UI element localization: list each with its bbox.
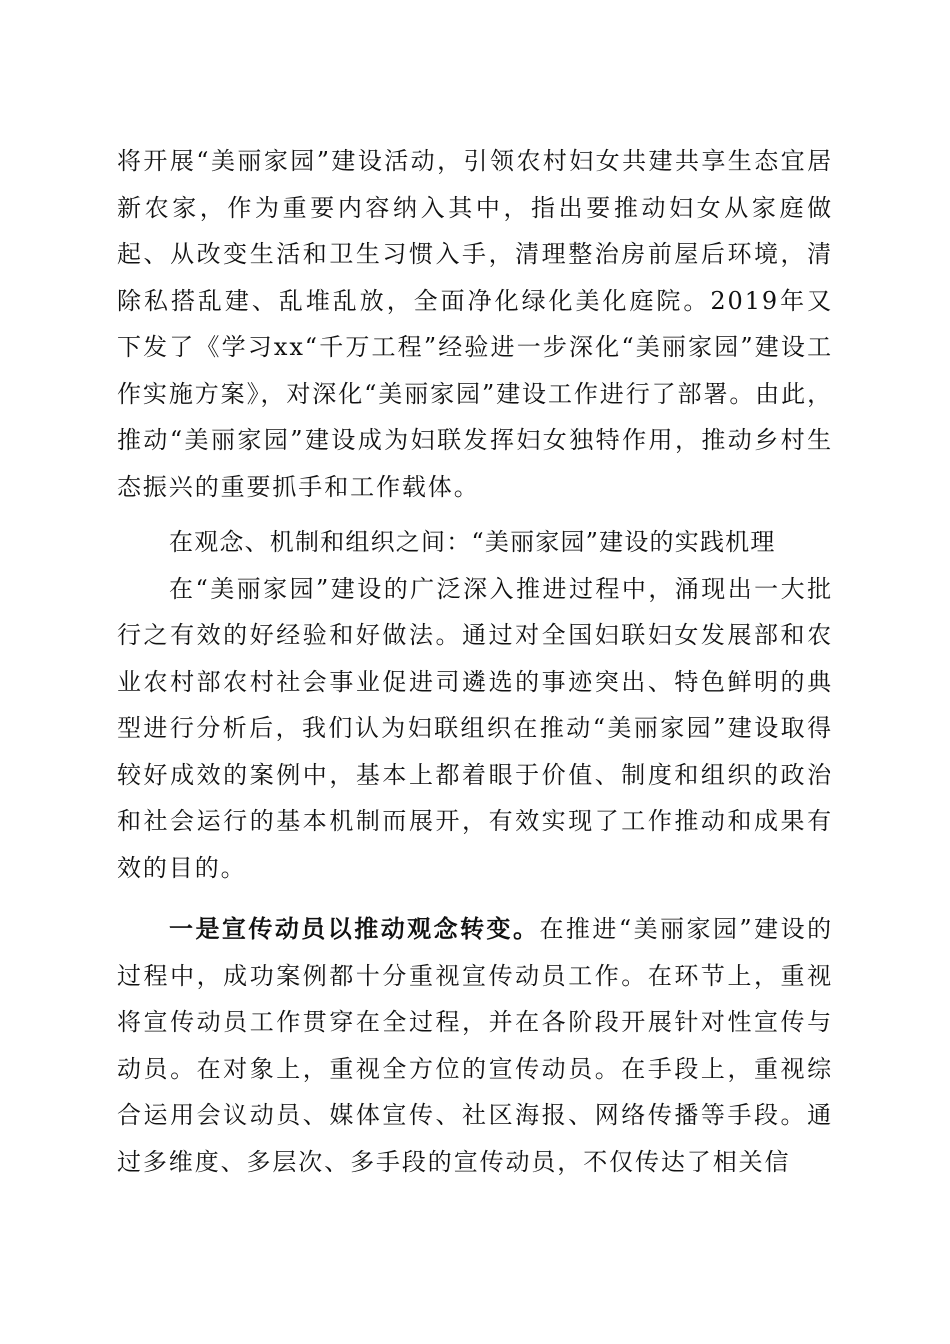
paragraph-body-text: 在推进“美丽家园”建设的过程中，成功案例都十分重视宣传动员工作。在环节上，重视将宣传动员工作贯穿在全过程，并在各阶段开展针对性宣传与动员。在对象上，重视全方位的宣传动员。在手段上，重视综合运用会议动员、媒体宣传、社区海报、网络传播等手段。通过多维度、多层次、多手段的宣传动员，不仅传达了相关信 bbox=[117, 915, 833, 1176]
section-heading: 在观念、机制和组织之间：“美丽家园”建设的实践机理 bbox=[169, 528, 776, 556]
paragraph-publicity bbox=[117, 906, 833, 1185]
paragraph-practice: 在“美丽家园”建设的广泛深入推进过程中，涌现出一大批行之有效的好经验和好做法。通过对全国妇联妇女发展部和农业农村部农村社会事业促进司遴选的事迹突出、特色鲜明的典型进行分析后，我们认为妇联组织在推动“美丽家园”建设取得较好成效的案例中，基本上都着眼于价值、制度和组织的政治和社会运行的基本机制而展开，有效实现了工作推动和成果有效的目的。 bbox=[117, 574, 833, 882]
paragraph-continuation: 将开展“美丽家园”建设活动，引领农村妇女共建共享生态宜居新农家，作为重要内容纳入其中，指出要推动妇女从家庭做起、从改变生活和卫生习惯入手，清理整治房前屋后环境，清除私搭乱建、乱堆乱放，全面净化绿化美化庭院。2019年又下发了《学习xx“千万工程”经验进一步深化“美丽家园”建设工作实施方案》，对深化“美丽家园”建设工作进行了部署。由此，推动“美丽家园”建设成为妇联发挥妇女独特作用，推动乡村生态振兴的重要抓手和工作载体。 bbox=[117, 147, 833, 501]
body-text bbox=[117, 138, 833, 1185]
paragraph-lead-phrase: 一是宣传动员以推动观念转变。 bbox=[169, 914, 540, 943]
